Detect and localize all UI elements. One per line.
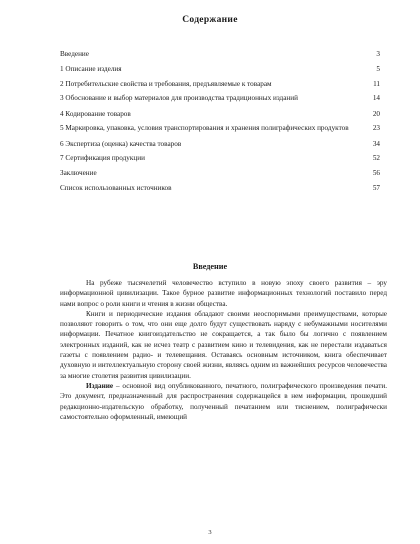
table-of-contents [60,50,380,199]
toc-entry-text: 7 Сертификация продукции [60,154,145,163]
toc-title: Содержание [182,15,238,25]
toc-entry [60,94,380,104]
toc-entry-page: 57 [372,183,380,192]
toc-entry-text: Заключение [60,169,97,178]
toc-entry [60,154,380,164]
toc-entry-page: 56 [372,169,380,178]
toc-entry [60,110,380,120]
term-definition-text: – основной вид опубликованного, печатного, полиграфического произведения печати. Это документ, предназначенный для распространения содержащейся в нем информации, прошедший редакционно-издательскую обработку, полученный печатанием или тиснением, полиграфически самостоятельно оформленный, имеющий [60,381,387,421]
intro-paragraph: Книги и периодические издания обладают своими неоспоримыми преимуществами, которые позволяют говорить о том, что они еще долго будут существовать наряду с небумажными носителями информации. Печатное книгоиздательство не сокращается, а так было бы логично с появлением электронных изданий, как не исчез театр с развитием кино и телевидения, как не перестали издаваться газеты с появлением радио- и телевещания. Оставаясь основным источником, книга обеспечивает духовную и интеллектуальную сторону своей жизни, являясь одним из важнейших ресурсов человечества за многие столетия развития цивилизации. [60,309,387,380]
toc-entry-text: 5 Маркировка, упаковка, условия транспортирования и хранения полиграфических продуктов [60,124,349,133]
toc-entry-page: 34 [372,139,380,148]
intro-paragraph [60,381,387,422]
toc-entry [60,184,380,194]
toc-entry-page: 5 [376,64,380,73]
toc-entry-page: 52 [372,154,380,163]
intro-heading: Введение [192,262,228,271]
toc-entry-text: 2 Потребительские свойства и требования, предъявляемые к товарам [60,79,272,88]
toc-entry [60,65,380,75]
toc-entry-text: Введение [60,50,89,58]
toc-entry [60,80,380,90]
toc-entry [60,50,380,60]
toc-entry-page: 14 [372,94,380,103]
page-number: 3 [208,529,212,536]
toc-entry [60,140,380,150]
toc-entry-text: 1 Описание изделия [60,64,122,73]
intro-body [60,278,387,422]
term-definition-lead: Издание [86,381,114,390]
toc-entry-page: 23 [372,124,380,133]
toc-entry-text: 4 Кодирование товаров [60,109,131,118]
toc-entry [60,169,380,179]
toc-entry [60,124,380,134]
toc-entry-page: 11 [373,79,380,88]
toc-entry-text: 3 Обоснование и выбор материалов для производства традиционных изданий [60,94,298,103]
intro-paragraph: На рубеже тысячелетий человечество вступило в новую эпоху своего развития – эру информационной цивилизации. Такое бурное развитие информационных технологий поставило перед нами вопрос о роли книги и чтения в жизни общества. [60,279,387,308]
toc-entry-text: Список использованных источников [60,183,172,192]
toc-entry-page: 3 [376,50,380,58]
toc-entry-page: 20 [372,109,380,118]
toc-entry-text: 6 Экспертиза (оценка) качества товаров [60,139,182,148]
